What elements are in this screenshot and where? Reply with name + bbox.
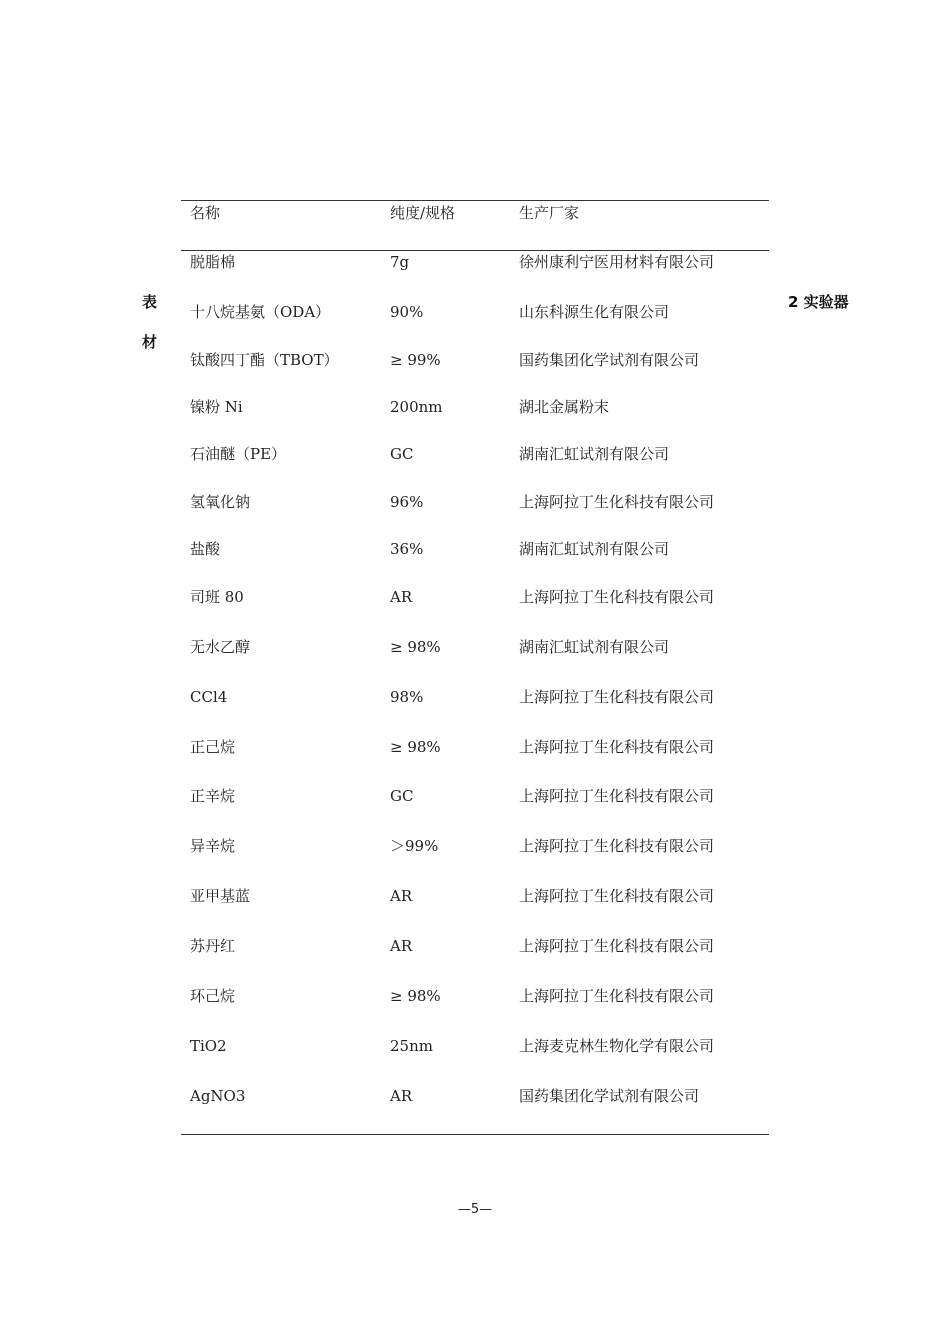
cell-manufacturer: 上海阿拉丁生化科技有限公司 (519, 987, 715, 1005)
table-row (181, 834, 769, 858)
cell-name: 苏丹红 (190, 937, 236, 955)
table-row (181, 442, 769, 466)
cell-name: CCl4 (190, 688, 228, 706)
cell-name: TiO2 (190, 1037, 227, 1055)
cell-purity: ≥ 98% (390, 738, 441, 756)
table-row (181, 784, 769, 808)
cell-manufacturer: 湖北金属粉末 (519, 398, 610, 416)
cell-name: 十八烷基氨（ODA） (190, 303, 331, 321)
cell-name: 氢氧化钠 (190, 493, 251, 511)
cell-manufacturer: 上海阿拉丁生化科技有限公司 (519, 887, 715, 905)
table-row (181, 537, 769, 561)
cell-purity: 25nm (390, 1037, 433, 1055)
cell-purity: 200nm (390, 398, 443, 416)
header-manufacturer: 生产厂家 (519, 204, 580, 222)
cell-manufacturer: 国药集团化学试剂有限公司 (519, 1087, 700, 1105)
cell-manufacturer: 上海阿拉丁生化科技有限公司 (519, 787, 715, 805)
cell-manufacturer: 上海阿拉丁生化科技有限公司 (519, 493, 715, 511)
cell-purity: ≥ 99% (390, 351, 441, 369)
header-name: 名称 (190, 204, 221, 222)
cell-purity: AR (390, 1087, 413, 1105)
cell-manufacturer: 山东科源生化有限公司 (519, 303, 670, 321)
cell-name: 无水乙醇 (190, 638, 251, 656)
cell-manufacturer: 上海阿拉丁生化科技有限公司 (519, 588, 715, 606)
page-number: —5— (457, 1202, 493, 1217)
side-label-biao: 表 (142, 293, 158, 311)
cell-manufacturer: 上海阿拉丁生化科技有限公司 (519, 688, 715, 706)
table-row (181, 250, 769, 274)
cell-purity: ≥ 98% (390, 638, 441, 656)
cell-purity: AR (390, 588, 413, 606)
cell-manufacturer: 湖南汇虹试剂有限公司 (519, 445, 670, 463)
cell-name: 亚甲基蓝 (190, 887, 251, 905)
cell-name: 盐酸 (190, 540, 221, 558)
cell-manufacturer: 上海阿拉丁生化科技有限公司 (519, 837, 715, 855)
table-row (181, 884, 769, 908)
cell-purity: GC (390, 445, 414, 463)
cell-manufacturer: 徐州康利宁医用材料有限公司 (519, 253, 715, 271)
cell-name: 正辛烷 (190, 787, 236, 805)
cell-manufacturer: 湖南汇虹试剂有限公司 (519, 540, 670, 558)
cell-purity: 7g (390, 253, 410, 271)
cell-manufacturer: 湖南汇虹试剂有限公司 (519, 638, 670, 656)
table-bottom-rule (181, 1134, 769, 1135)
cell-name: AgNO3 (190, 1087, 246, 1105)
cell-manufacturer: 国药集团化学试剂有限公司 (519, 351, 700, 369)
cell-purity: GC (390, 787, 414, 805)
table-row (181, 490, 769, 514)
header-purity: 纯度/规格 (390, 204, 456, 222)
cell-purity: 90% (390, 303, 424, 321)
cell-purity: 98% (390, 688, 424, 706)
cell-manufacturer: 上海阿拉丁生化科技有限公司 (519, 937, 715, 955)
cell-manufacturer: 上海阿拉丁生化科技有限公司 (519, 738, 715, 756)
cell-name: 环己烷 (190, 987, 236, 1005)
table-top-rule (181, 200, 769, 201)
cell-purity: 96% (390, 493, 424, 511)
cell-purity: ≥ 98% (390, 987, 441, 1005)
cell-name: 异辛烷 (190, 837, 236, 855)
table-row (181, 984, 769, 1008)
table-row (181, 300, 769, 324)
cell-name: 石油醚（PE） (190, 445, 287, 463)
side-label-cai: 材 (142, 333, 158, 351)
cell-name: 司班 80 (190, 588, 244, 606)
table-row (181, 585, 769, 609)
table-row (181, 1084, 769, 1108)
table-row (181, 348, 769, 372)
table-row (181, 635, 769, 659)
cell-manufacturer: 上海麦克林生物化学有限公司 (519, 1037, 715, 1055)
table-row (181, 934, 769, 958)
cell-purity: ＞99% (390, 837, 439, 855)
table-row (181, 735, 769, 759)
cell-name: 镍粉 Ni (190, 398, 243, 416)
cell-purity: 36% (390, 540, 424, 558)
cell-name: 钛酸四丁酯（TBOT） (190, 351, 339, 369)
side-label-experiment-equipment: 2 实验器 (788, 293, 849, 311)
table-row (181, 685, 769, 709)
table-row (181, 395, 769, 419)
cell-purity: AR (390, 887, 413, 905)
cell-purity: AR (390, 937, 413, 955)
cell-name: 正己烷 (190, 738, 236, 756)
cell-name: 脱脂棉 (190, 253, 236, 271)
table-row (181, 1034, 769, 1058)
